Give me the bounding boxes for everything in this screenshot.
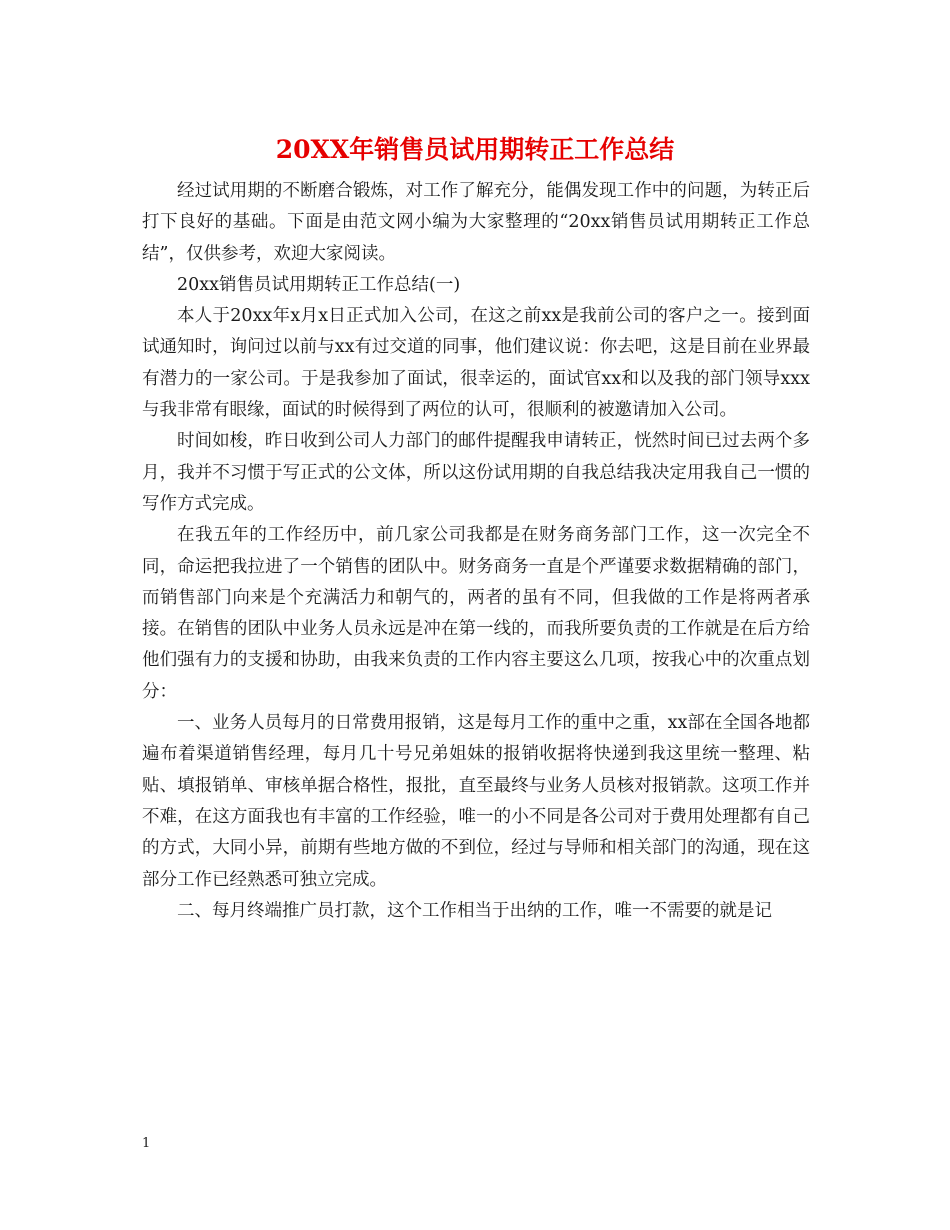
document-body [142,176,810,927]
paragraph: 在我五年的工作经历中，前几家公司我都是在财务商务部门工作，这一次完全不同，命运把我拉进了一个销售的团队中。财务商务一直是个严谨要求数据精确的部门，而销售部门向来是个充满活力和朝气的，两者的虽有不同，但我做的工作是将两者承接。在销售的团队中业务人员永远是冲在第一线的，而我所要负责的工作就是在后方给他们强有力的支援和协助，由我来负责的工作内容主要这么几项，按我心中的次重点划分： [142,525,810,702]
page-number: 1 [142,1136,151,1151]
paragraph: 时间如梭，昨日收到公司人力部门的邮件提醒我申请转正，恍然时间已过去两个多月，我并不习惯于写正式的公文体，所以这份试用期的自我总结我决定用我自己一惯的写作方式完成。 [142,431,810,514]
document-title: 20XX年销售员试用期转正工作总结 [275,135,675,164]
paragraph: 本人于20xx年x月x日正式加入公司，在这之前xx是我前公司的客户之一。接到面试通知时，询问过以前与xx有过交道的同事，他们建议说：你去吧，这是目前在业界最有潜力的一家公司。于是我参加了面试，很幸运的，面试官xx和以及我的部门领导xxx与我非常有眼缘，面试的时候得到了两位的认可，很顺利的被邀请加入公司。 [142,306,810,421]
paragraph: 一、业务人员每月的日常费用报销，这是每月工作的重中之重，xx部在全国各地都遍布着渠道销售经理，每月几十号兄弟姐妹的报销收据将快递到我这里统一整理、粘贴、填报销单、审核单据合格性，报批，直至最终与业务人员核对报销款。这项工作并不难，在这方面我也有丰富的工作经验，唯一的小不同是各公司对于费用处理都有自己的方式，大同小异，前期有些地方做的不到位，经过与导师和相关部门的沟通，现在这部分工作已经熟悉可独立完成。 [142,713,810,890]
paragraph-intro: 经过试用期的不断磨合锻炼，对工作了解充分，能偶发现工作中的问题，为转正后打下良好的基础。下面是由范文网小编为大家整理的“20xx销售员试用期转正工作总结”，仅供参考，欢迎大家阅读。 [142,181,810,264]
paragraph-section-heading: 20xx销售员试用期转正工作总结(一) [177,274,461,295]
paragraph: 二、每月终端推广员打款，这个工作相当于出纳的工作，唯一不需要的就是记 [177,900,772,921]
